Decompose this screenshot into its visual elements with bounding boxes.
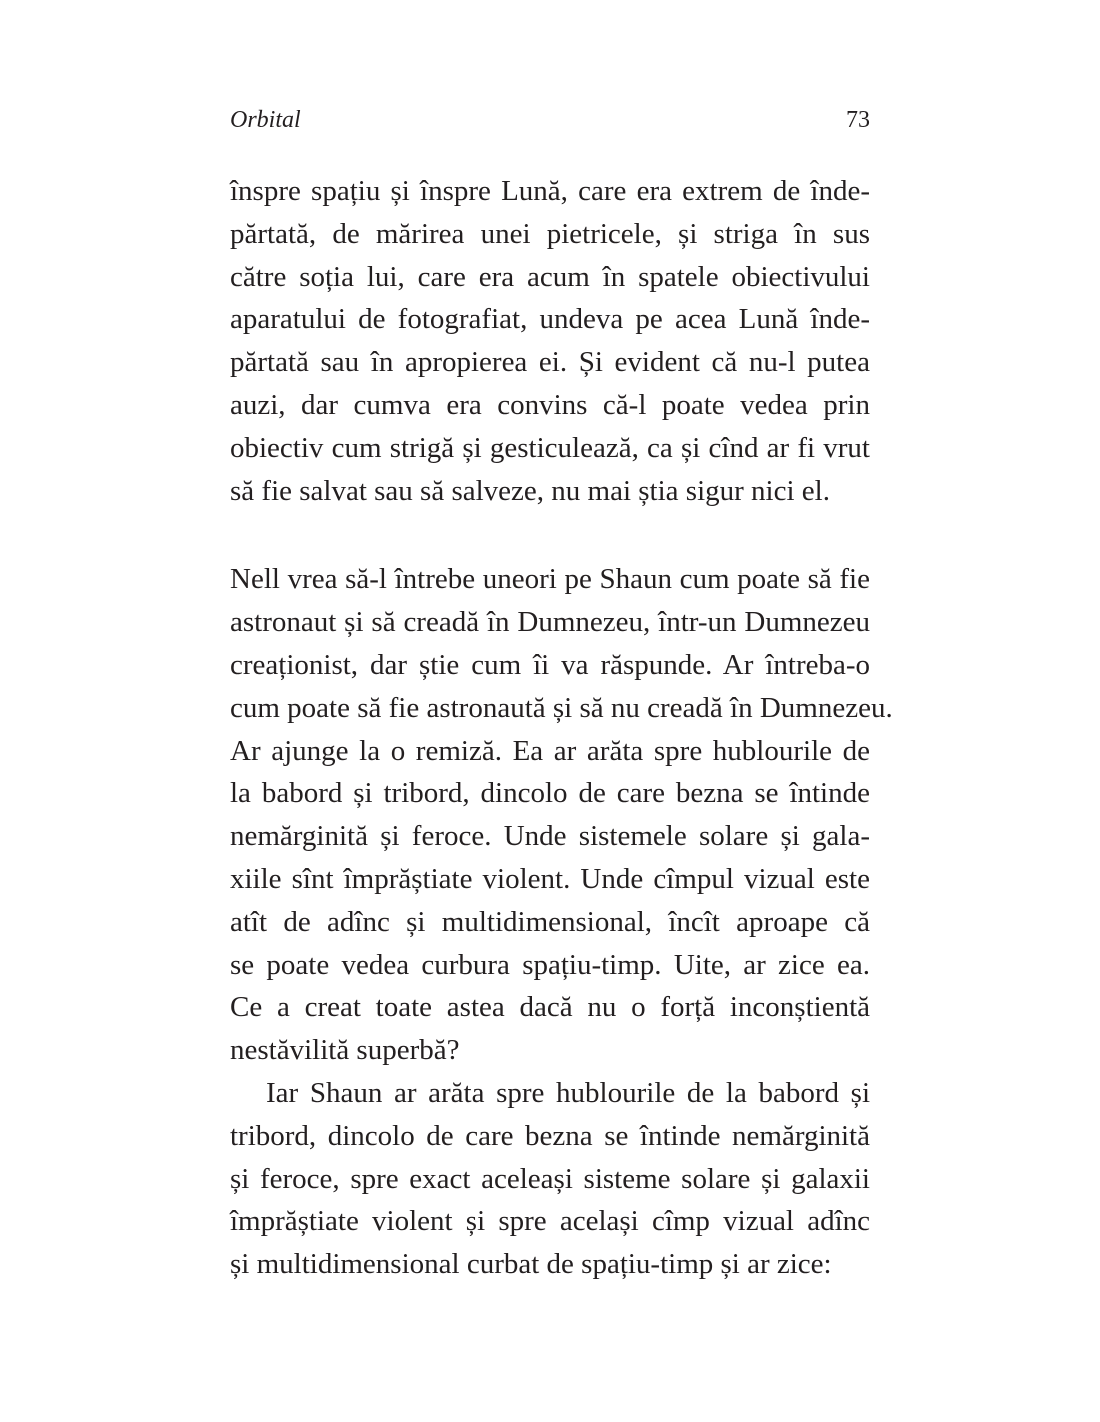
paragraph-gap — [230, 512, 870, 558]
body-text — [230, 170, 893, 1286]
text-line: Nell vrea să-l întrebe uneori pe Shaun cum poate să fie — [230, 563, 870, 596]
text-line: auzi, dar cumva era convins că-l poate vedea prin — [230, 388, 870, 421]
text-line: Ar ajunge la o remiză. Ea ar arăta spre hublourile de — [230, 734, 870, 767]
paragraph — [230, 1072, 870, 1286]
text-line: cum poate să fie astronaută și să nu creadă în Dumnezeu. — [230, 691, 893, 724]
text-line: înspre spațiu și înspre Lună, care era extrem de înde- — [230, 175, 870, 207]
text-line: și multidimensional curbat de spațiu-timp și ar zice: — [230, 1248, 832, 1281]
paragraph — [230, 170, 870, 512]
text-line: și feroce, spre exact aceleași sisteme solare și galaxii — [230, 1162, 870, 1195]
text-line: nestăvilită superbă? — [230, 1034, 460, 1067]
page-number: 73 — [846, 107, 870, 133]
running-head — [230, 104, 870, 136]
text-line: xiile sînt împrăștiate violent. Unde cîmpul vizual este — [230, 862, 870, 895]
text-line: tribord, dincolo de care bezna se întinde nemărginită — [230, 1119, 870, 1152]
running-title: Orbital — [230, 107, 301, 133]
text-line: astronaut și să creadă în Dumnezeu, într-un Dumnezeu — [230, 606, 870, 639]
text-line: Ce a creat toate astea dacă nu o forță inconștientă — [230, 991, 870, 1024]
text-line: părtată, de mărirea unei pietricele, și striga în sus — [230, 217, 870, 250]
text-line: Iar Shaun ar arăta spre hublourile de la babord și — [266, 1076, 870, 1109]
text-line: părtată sau în apropierea ei. Și evident că nu-l putea — [230, 346, 870, 379]
text-line: aparatului de fotografiat, undeva pe acea Lună înde- — [230, 303, 870, 336]
text-line: către soția lui, care era acum în spatele obiectivului — [230, 260, 870, 293]
text-line: nemărginită și feroce. Unde sistemele solare și gala- — [230, 820, 870, 853]
text-line: să fie salvat sau să salveze, nu mai știa sigur nici el. — [230, 474, 830, 507]
text-line: la babord și tribord, dincolo de care bezna se întinde — [230, 777, 870, 810]
text-line: se poate vedea curbura spațiu-timp. Uite, ar zice ea. — [230, 948, 870, 981]
text-line: atît de adînc și multidimensional, încît aproape că — [230, 905, 870, 938]
text-line: creaționist, dar știe cum îi va răspunde. Ar întreba-o — [230, 648, 870, 681]
text-line: împrăștiate violent și spre același cîmp vizual adînc — [230, 1205, 870, 1238]
text-line: obiectiv cum strigă și gesticulează, ca și cînd ar fi vrut — [230, 431, 870, 464]
paragraph — [230, 558, 893, 1072]
